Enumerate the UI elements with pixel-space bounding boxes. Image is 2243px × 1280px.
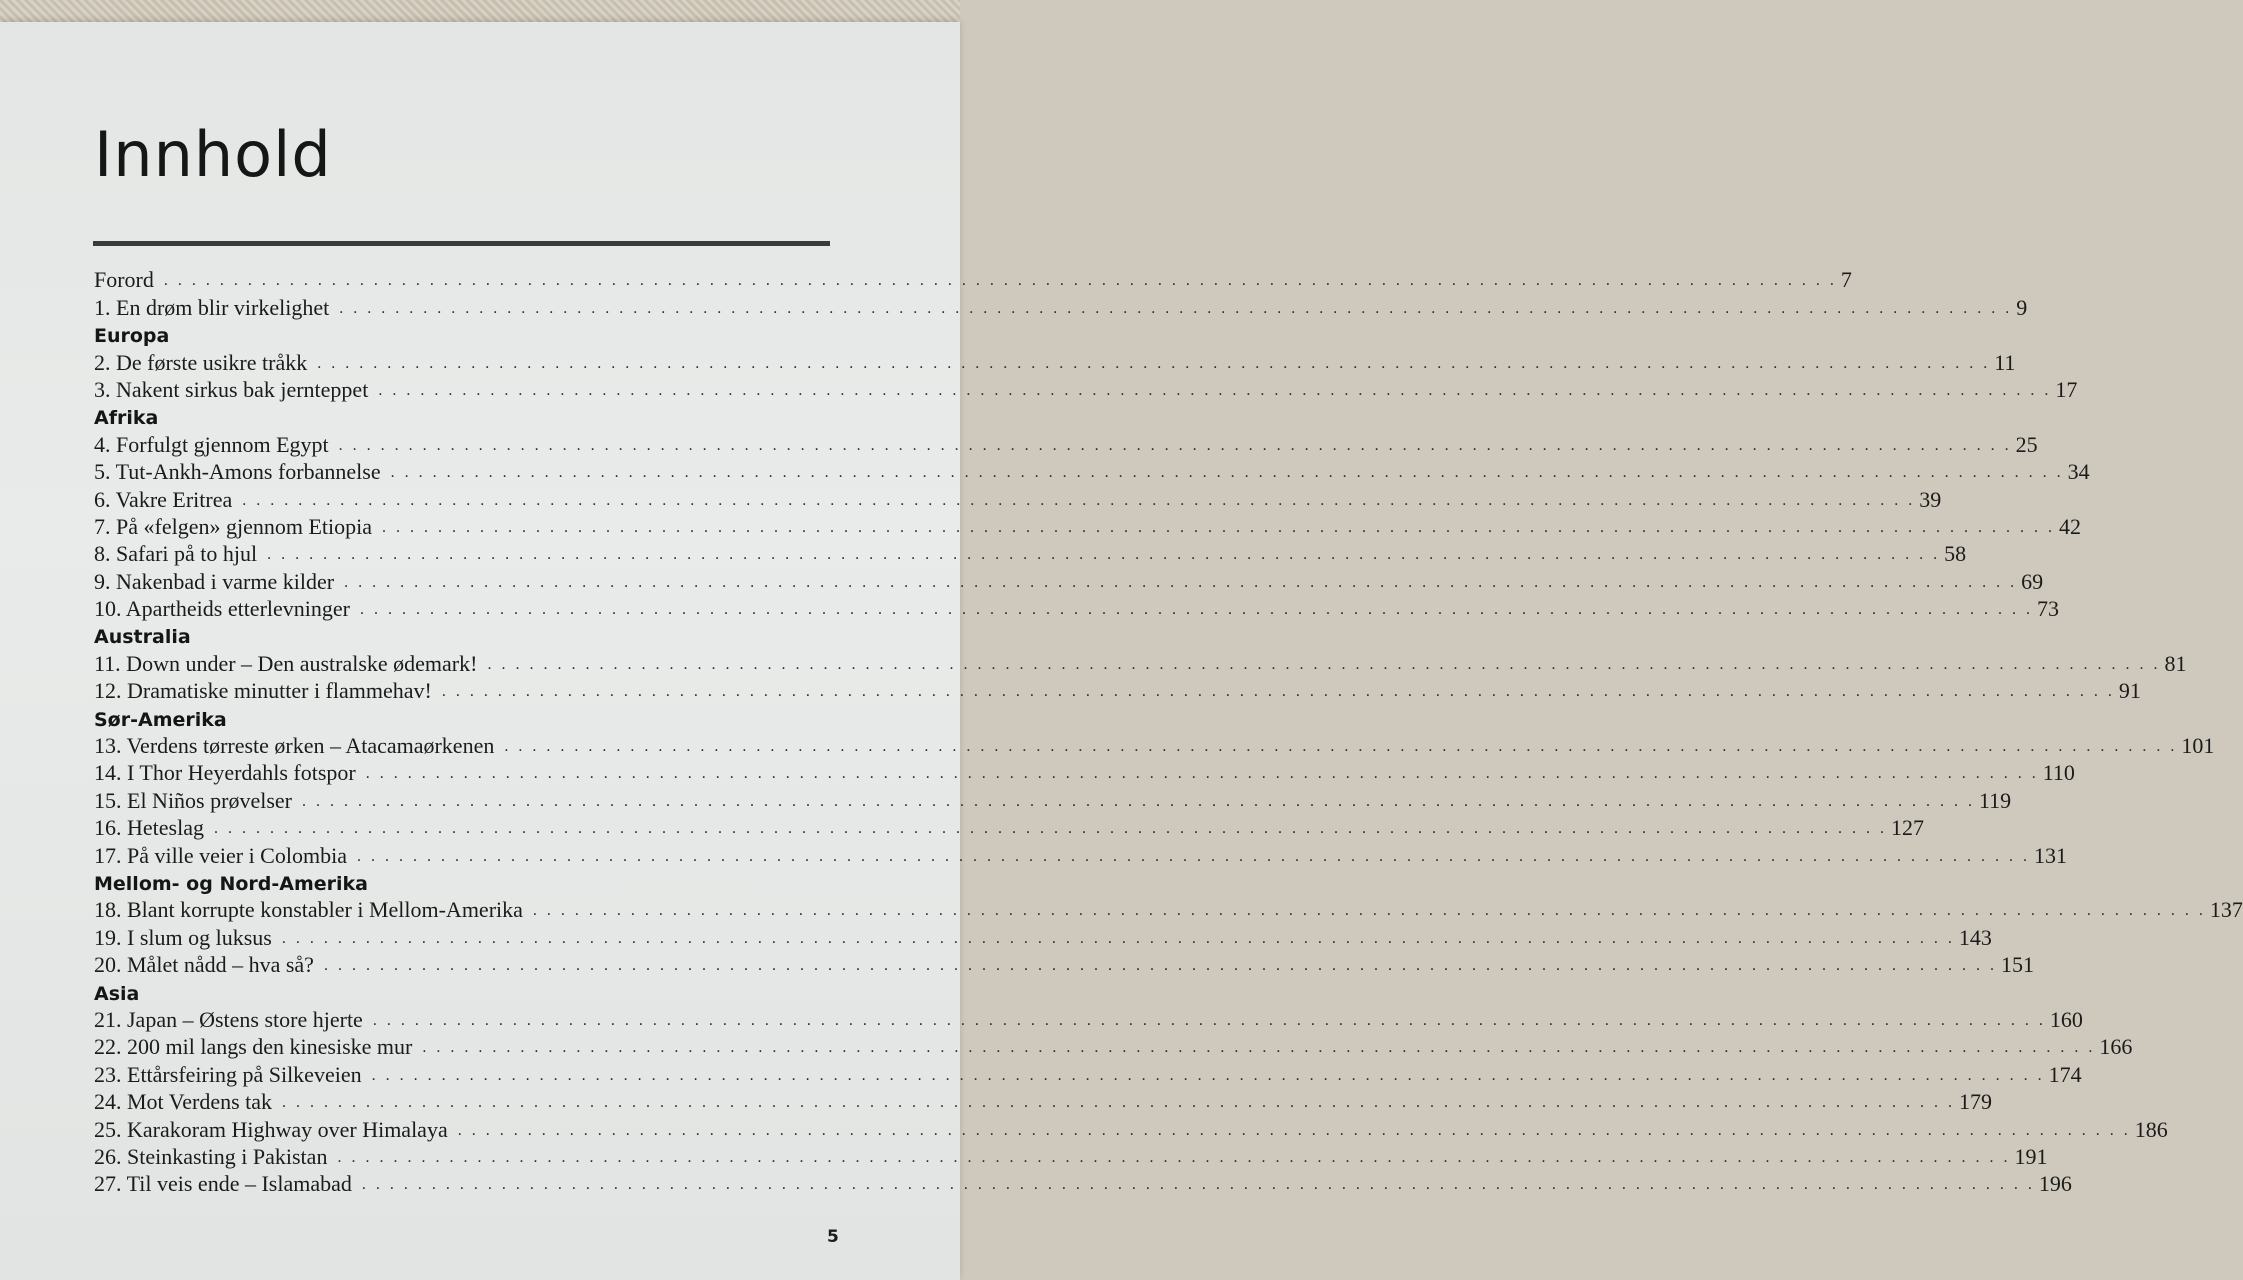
toc-entry-page: 42: [2059, 513, 2081, 539]
toc-entry-page: 69: [2021, 568, 2044, 594]
dot-leader: . . . . . . . . . . . . . . . . . . . . . . . . . . . . . . . . . . . . . . . . . . . . . . . . . . . . . . . . . . . . . . . . . . . . . . . . . . . . . . . . . . . . . . . . . . . . . . . . . . . . . . . . . . . . . . . . . . . . . . . .: [378, 381, 2052, 399]
dot-leader: . . . . . . . . . . . . . . . . . . . . . . . . . . . . . . . . . . . . . . . . . . . . . . . . . . . . . . . . . . . . . . . . . . . . . . . . . . . . . . . . . . . . . . . . . . . . . . . . . . . . . . . . . . . . . . . . . . . . . . . .: [344, 573, 2018, 591]
dot-leader: . . . . . . . . . . . . . . . . . . . . . . . . . . . . . . . . . . . . . . . . . . . . . . . . . . . . . . . . . . . . . . . . . . . . . . . . . . . . . . . . . . . . . . . . . . . . . . . . . . . . . . . . . . . . . . . . . . . . . . . .: [337, 1148, 2011, 1166]
toc-entry: [94, 540, 1967, 567]
toc-entry: [94, 376, 2078, 403]
toc-entry-title: 26. Steinkasting i Pakistan: [94, 1143, 328, 1169]
toc-entry-title: 11. Down under – Den australske ødemark!: [94, 650, 478, 676]
toc-entry-title: 27. Til veis ende – Islamabad: [94, 1171, 352, 1197]
toc-entry-page: 166: [2099, 1034, 2133, 1060]
dot-leader: . . . . . . . . . . . . . . . . . . . . . . . . . . . . . . . . . . . . . . . . . . . . . . . . . . . . . . . . . . . . . . . . . . . . . . . . . . . . . . . . . . . . . . . . . . . . . . . . . . . . . . . . . . . . . . . . . . . . . . . .: [323, 957, 1997, 975]
dot-leader: . . . . . . . . . . . . . . . . . . . . . . . . . . . . . . . . . . . . . . . . . . . . . . . . . . . . . . . . . . . . . . . . . . . . . . . . . . . . . . . . . . . . . . . . . . . . . . . . . . . . . . . . . . . . . . . . . . . . . . . .: [487, 655, 2161, 673]
toc-entry-title: 23. Ettårsfeiring på Silkeveien: [94, 1061, 362, 1087]
dot-leader: . . . . . . . . . . . . . . . . . . . . . . . . . . . . . . . . . . . . . . . . . . . . . . . . . . . . . . . . . . . . . . . . . . . . . . . . . . . . . . . . . . . . . . . . . . . . . . . . . . . . . . . . . . . . . . . . . . . . . . . .: [441, 683, 2115, 701]
toc-entry: [94, 1115, 2168, 1142]
toc-entry: [94, 1088, 1993, 1115]
toc-entry-page: 143: [1958, 924, 1992, 950]
toc-section-heading: Europa: [94, 325, 170, 348]
toc-section-heading: Asia: [94, 982, 140, 1005]
toc-entry-page: 119: [1978, 787, 2012, 813]
toc-entry-title: 7. På «felgen» gjennom Etiopia: [94, 513, 372, 539]
toc-entry-page: 34: [2067, 459, 2090, 485]
toc-entry: [94, 485, 1942, 512]
toc-entry-title: 15. El Niños prøvelser: [94, 787, 292, 813]
toc-entry-title: 14. I Thor Heyerdahls fotspor: [94, 760, 356, 786]
dot-leader: . . . . . . . . . . . . . . . . . . . . . . . . . . . . . . . . . . . . . . . . . . . . . . . . . . . . . . . . . . . . . . . . . . . . . . . . . . . . . . . . . . . . . . . . . . . . . . . . . . . . . . . . . . . . . . . . . . . . . . . .: [339, 299, 2013, 317]
toc-entry-title: 4. Forfulgt gjennom Egypt: [94, 431, 329, 457]
dot-leader: . . . . . . . . . . . . . . . . . . . . . . . . . . . . . . . . . . . . . . . . . . . . . . . . . . . . . . . . . . . . . . . . . . . . . . . . . . . . . . . . . . . . . . . . . . . . . . . . . . . . . . . . . . . . . . . . . . . . . . . .: [317, 354, 1991, 372]
dot-leader: . . . . . . . . . . . . . . . . . . . . . . . . . . . . . . . . . . . . . . . . . . . . . . . . . . . . . . . . . . . . . . . . . . . . . . . . . . . . . . . . . . . . . . . . . . . . . . . . . . . . . . . . . . . . . . . . . . . . . . . .: [382, 518, 2055, 536]
toc-entry-page: 196: [2038, 1171, 2072, 1197]
dot-leader: . . . . . . . . . . . . . . . . . . . . . . . . . . . . . . . . . . . . . . . . . . . . . . . . . . . . . . . . . . . . . . . . . . . . . . . . . . . . . . . . . . . . . . . . . . . . . . . . . . . . . . . . . . . . . . . . . . . . . . . .: [532, 902, 2206, 920]
toc-section-heading: Mellom- og Nord-Amerika: [94, 872, 368, 895]
toc-entry-page: 91: [2118, 678, 2141, 704]
dot-leader: . . . . . . . . . . . . . . . . . . . . . . . . . . . . . . . . . . . . . . . . . . . . . . . . . . . . . . . . . . . . . . . . . . . . . . . . . . . . . . . . . . . . . . . . . . . . . . . . . . . . . . . . . . . . . . . . . . . . . . . .: [361, 1176, 2035, 1194]
dot-leader: . . . . . . . . . . . . . . . . . . . . . . . . . . . . . . . . . . . . . . . . . . . . . . . . . . . . . . . . . . . . . . . . . . . . . . . . . . . . . . . . . . . . . . . . . . . . . . . . . . . . . . . . . . . . . . . . . . . . . . . .: [422, 1039, 2096, 1057]
toc-entry-page: 39: [1919, 486, 1942, 512]
dot-leader: . . . . . . . . . . . . . . . . . . . . . . . . . . . . . . . . . . . . . . . . . . . . . . . . . . . . . . . . . . . . . . . . . . . . . . . . . . . . . . . . . . . . . . . . . . . . . . . . . . . . . . . . . . . . . . . . . . . . . . . .: [213, 820, 1887, 838]
dot-leader: . . . . . . . . . . . . . . . . . . . . . . . . . . . . . . . . . . . . . . . . . . . . . . . . . . . . . . . . . . . . . . . . . . . . . . . . . . . . . . . . . . . . . . . . . . . . . . . . . . . . . . . . . . . . . . . . . . . . . . . .: [281, 929, 1955, 947]
toc-entry-page: 191: [2014, 1143, 2048, 1169]
toc-entry-page: 137: [2209, 897, 2243, 923]
toc-entry-title: 17. På ville veier i Colombia: [94, 842, 347, 868]
toc-entry: [94, 1143, 2048, 1170]
dot-leader: . . . . . . . . . . . . . . . . . . . . . . . . . . . . . . . . . . . . . . . . . . . . . . . . . . . . . . . . . . . . . . . . . . . . . . . . . . . . . . . . . . . . . . . . . . . . . . . . . . . . . . . . . . . . . . . . . . . . . . . .: [163, 272, 1837, 290]
toc-entry-title: 16. Heteslag: [94, 815, 204, 841]
toc-entry: [94, 348, 2016, 375]
table-of-contents: [94, 266, 2243, 1197]
toc-entry-title: Forord: [94, 267, 154, 293]
toc-entry: [94, 923, 1992, 950]
dot-leader: . . . . . . . . . . . . . . . . . . . . . . . . . . . . . . . . . . . . . . . . . . . . . . . . . . . . . . . . . . . . . . . . . . . . . . . . . . . . . . . . . . . . . . . . . . . . . . . . . . . . . . . . . . . . . . . . . . . . . . . .: [242, 491, 1916, 509]
toc-entry-page: 25: [2015, 431, 2038, 457]
toc-entry: [94, 732, 2215, 759]
toc-entry-title: 20. Målet nådd – hva så?: [94, 952, 314, 978]
toc-entry-title: 22. 200 mil langs den kinesiske mur: [94, 1034, 413, 1060]
toc-entry-page: 160: [2049, 1006, 2083, 1032]
title-rule: [93, 241, 830, 246]
toc-entry: [94, 896, 2243, 923]
toc-entry-title: 18. Blant korrupte konstabler i Mellom-Amerika: [94, 897, 523, 923]
toc-entry: [94, 266, 1852, 293]
toc-entry: [94, 430, 2038, 457]
toc-entry: [94, 458, 2090, 485]
toc-entry: [94, 513, 2081, 540]
toc-entry: [94, 595, 2059, 622]
toc-section-heading: Australia: [94, 626, 191, 649]
toc-entry: [94, 293, 2028, 320]
toc-entry: [94, 677, 2141, 704]
toc-entry-page: 174: [2048, 1061, 2082, 1087]
toc-entry: [94, 649, 2187, 676]
dot-leader: . . . . . . . . . . . . . . . . . . . . . . . . . . . . . . . . . . . . . . . . . . . . . . . . . . . . . . . . . . . . . . . . . . . . . . . . . . . . . . . . . . . . . . . . . . . . . . . . . . . . . . . . . . . . . . . . . . . . . . . .: [301, 792, 1975, 810]
toc-entry: [94, 841, 2067, 868]
dot-leader: . . . . . . . . . . . . . . . . . . . . . . . . . . . . . . . . . . . . . . . . . . . . . . . . . . . . . . . . . . . . . . . . . . . . . . . . . . . . . . . . . . . . . . . . . . . . . . . . . . . . . . . . . . . . . . . . . . . . . . . .: [504, 738, 2178, 756]
toc-entry-title: 25. Karakoram Highway over Himalaya: [94, 1116, 448, 1142]
toc-section-heading: Sør-Amerika: [94, 708, 227, 731]
dot-leader: . . . . . . . . . . . . . . . . . . . . . . . . . . . . . . . . . . . . . . . . . . . . . . . . . . . . . . . . . . . . . . . . . . . . . . . . . . . . . . . . . . . . . . . . . . . . . . . . . . . . . . . . . . . . . . . . . . . . . . . .: [365, 765, 2039, 783]
toc-entry-page: 73: [2036, 596, 2059, 622]
toc-entry: [94, 1006, 2083, 1033]
toc-entry-page: 17: [2055, 376, 2078, 402]
toc-entry-title: 2. De første usikre tråkk: [94, 349, 308, 375]
page-number: 5: [827, 1227, 839, 1247]
toc-entry: [94, 759, 2075, 786]
dot-leader: . . . . . . . . . . . . . . . . . . . . . . . . . . . . . . . . . . . . . . . . . . . . . . . . . . . . . . . . . . . . . . . . . . . . . . . . . . . . . . . . . . . . . . . . . . . . . . . . . . . . . . . . . . . . . . . . . . . . . . . .: [390, 464, 2064, 482]
toc-entry-page: 131: [2033, 842, 2067, 868]
toc-entry-page: 110: [2042, 760, 2075, 786]
toc-entry-title: 8. Safari på to hjul: [94, 541, 258, 567]
toc-entry: [94, 1033, 2133, 1060]
toc-entry-page: 58: [1944, 541, 1967, 567]
toc-entry-title: 5. Tut-Ankh-Amons forbannelse: [94, 459, 381, 485]
dot-leader: . . . . . . . . . . . . . . . . . . . . . . . . . . . . . . . . . . . . . . . . . . . . . . . . . . . . . . . . . . . . . . . . . . . . . . . . . . . . . . . . . . . . . . . . . . . . . . . . . . . . . . . . . . . . . . . . . . . . . . . .: [267, 546, 1941, 564]
book-page: [0, 22, 2243, 1280]
toc-entry-title: 24. Mot Verdens tak: [94, 1089, 273, 1115]
toc-entry-title: 10. Apartheids etterlevninger: [94, 596, 350, 622]
dot-leader: . . . . . . . . . . . . . . . . . . . . . . . . . . . . . . . . . . . . . . . . . . . . . . . . . . . . . . . . . . . . . . . . . . . . . . . . . . . . . . . . . . . . . . . . . . . . . . . . . . . . . . . . . . . . . . . . . . . . . . . .: [371, 1066, 2045, 1084]
toc-entry-title: 13. Verdens tørreste ørken – Atacamaørkenen: [94, 733, 495, 759]
toc-entry: [94, 814, 1924, 841]
toc-entry-title: 6. Vakre Eritrea: [94, 486, 233, 512]
toc-entry: [94, 567, 2044, 594]
toc-entry-page: 9: [2016, 294, 2028, 320]
toc-entry-page: 186: [2134, 1116, 2168, 1142]
toc-entry-page: 151: [2000, 952, 2034, 978]
toc-entry-title: 21. Japan – Østens store hjerte: [94, 1006, 363, 1032]
page-title: Innhold: [94, 118, 332, 191]
toc-entry-title: 3. Nakent sirkus bak jernteppet: [94, 376, 369, 402]
toc-entry: [94, 1060, 2082, 1087]
dot-leader: . . . . . . . . . . . . . . . . . . . . . . . . . . . . . . . . . . . . . . . . . . . . . . . . . . . . . . . . . . . . . . . . . . . . . . . . . . . . . . . . . . . . . . . . . . . . . . . . . . . . . . . . . . . . . . . . . . . . . . . .: [356, 847, 2030, 865]
toc-entry: [94, 1170, 2072, 1197]
dot-leader: . . . . . . . . . . . . . . . . . . . . . . . . . . . . . . . . . . . . . . . . . . . . . . . . . . . . . . . . . . . . . . . . . . . . . . . . . . . . . . . . . . . . . . . . . . . . . . . . . . . . . . . . . . . . . . . . . . . . . . . .: [457, 1121, 2131, 1139]
dot-leader: . . . . . . . . . . . . . . . . . . . . . . . . . . . . . . . . . . . . . . . . . . . . . . . . . . . . . . . . . . . . . . . . . . . . . . . . . . . . . . . . . . . . . . . . . . . . . . . . . . . . . . . . . . . . . . . . . . . . . . . .: [282, 1094, 1956, 1112]
toc-entry-page: 179: [1959, 1089, 1993, 1115]
toc-entry: [94, 786, 2012, 813]
toc-entry-page: 81: [2164, 650, 2187, 676]
toc-entry: [94, 951, 2034, 978]
toc-entry-page: 11: [1994, 349, 2016, 375]
toc-entry-page: 101: [2181, 733, 2215, 759]
dot-leader: . . . . . . . . . . . . . . . . . . . . . . . . . . . . . . . . . . . . . . . . . . . . . . . . . . . . . . . . . . . . . . . . . . . . . . . . . . . . . . . . . . . . . . . . . . . . . . . . . . . . . . . . . . . . . . . . . . . . . . . .: [359, 601, 2033, 619]
toc-entry-title: 19. I slum og luksus: [94, 924, 272, 950]
toc-entry-title: 1. En drøm blir virkelighet: [94, 294, 330, 320]
toc-entry-title: 9. Nakenbad i varme kilder: [94, 568, 335, 594]
dot-leader: . . . . . . . . . . . . . . . . . . . . . . . . . . . . . . . . . . . . . . . . . . . . . . . . . . . . . . . . . . . . . . . . . . . . . . . . . . . . . . . . . . . . . . . . . . . . . . . . . . . . . . . . . . . . . . . . . . . . . . . .: [338, 436, 2012, 454]
dot-leader: . . . . . . . . . . . . . . . . . . . . . . . . . . . . . . . . . . . . . . . . . . . . . . . . . . . . . . . . . . . . . . . . . . . . . . . . . . . . . . . . . . . . . . . . . . . . . . . . . . . . . . . . . . . . . . . . . . . . . . . .: [372, 1011, 2046, 1029]
toc-entry-page: 7: [1840, 267, 1852, 293]
toc-entry-page: 127: [1890, 815, 1924, 841]
toc-entry-title: 12. Dramatiske minutter i flammehav!: [94, 678, 432, 704]
toc-section-heading: Afrika: [94, 407, 159, 430]
